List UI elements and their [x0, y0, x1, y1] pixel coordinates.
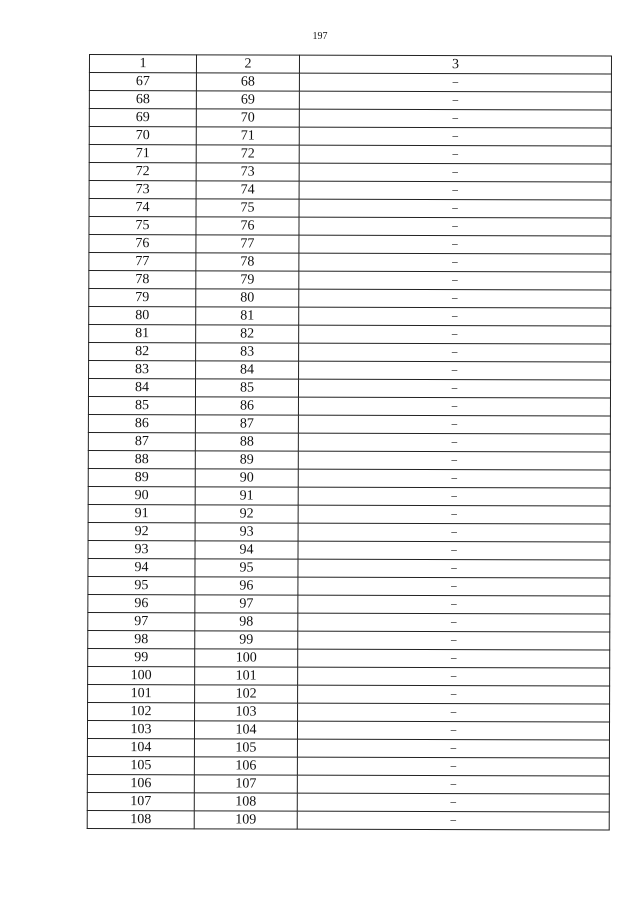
table-cell-col-1: 70	[89, 127, 196, 145]
table-row	[88, 522, 610, 542]
table-row	[88, 684, 610, 704]
table-cell-col-3: –	[297, 793, 609, 812]
table-cell-col-1: 75	[89, 217, 196, 235]
table-cell-col-1: 89	[88, 468, 195, 486]
table-cell-col-3: –	[298, 379, 610, 398]
table-row	[88, 486, 610, 506]
table-cell-col-3: –	[299, 217, 611, 236]
table-row	[89, 235, 611, 255]
table-cell-col-1: 83	[89, 361, 196, 379]
table-row	[87, 810, 609, 830]
table-row	[89, 271, 611, 291]
table-cell-col-1: 72	[89, 163, 196, 181]
table-cell-col-3: –	[298, 595, 610, 614]
table-cell-col-1: 67	[89, 73, 196, 91]
table-row	[88, 666, 610, 686]
table-row	[88, 648, 610, 668]
table-cell-col-2: 95	[195, 559, 298, 577]
table-cell-col-1: 102	[88, 702, 195, 720]
table-row	[89, 343, 611, 363]
table-row	[89, 109, 611, 129]
table-cell-col-2: 100	[195, 649, 298, 667]
table-cell-col-2: 80	[196, 289, 299, 307]
table-cell-col-1: 73	[89, 181, 196, 199]
table-container	[87, 54, 612, 831]
table-cell-col-2: 98	[195, 613, 298, 631]
table-row	[88, 414, 610, 434]
table-cell-col-1: 80	[89, 307, 196, 325]
table-cell-col-2: 88	[195, 433, 298, 451]
table-row	[89, 145, 611, 165]
table-cell-col-3: –	[299, 271, 611, 290]
table-cell-col-3: –	[298, 487, 610, 506]
table-cell-col-1: 86	[88, 414, 195, 432]
table-cell-col-2: 90	[195, 469, 298, 487]
column-header-2: 2	[196, 55, 299, 73]
table-cell-col-2: 78	[196, 253, 299, 271]
table-cell-col-2: 104	[194, 721, 297, 739]
table-cell-col-3: –	[298, 649, 610, 668]
table-cell-col-1: 74	[89, 199, 196, 217]
table-cell-col-2: 76	[196, 217, 299, 235]
table-cell-col-2: 106	[194, 757, 297, 775]
table-row	[89, 91, 611, 111]
table-cell-col-2: 102	[195, 685, 298, 703]
table-cell-col-3: –	[299, 199, 611, 218]
table-cell-col-1: 91	[88, 504, 195, 522]
table-cell-col-3: –	[298, 559, 610, 578]
table-cell-col-3: –	[297, 757, 609, 776]
table-row	[89, 361, 611, 381]
table-cell-col-2: 109	[194, 811, 297, 829]
table-cell-col-1: 97	[88, 612, 195, 630]
table-row	[89, 163, 611, 183]
table-cell-col-1: 100	[88, 666, 195, 684]
table-row	[87, 792, 609, 812]
table-row	[88, 379, 610, 399]
table-cell-col-1: 98	[88, 630, 195, 648]
table-row	[89, 127, 611, 147]
table-row	[89, 253, 611, 273]
table-cell-col-2: 68	[196, 73, 299, 91]
table-cell-col-3: –	[298, 541, 610, 560]
table-cell-col-2: 96	[195, 577, 298, 595]
table-cell-col-2: 103	[195, 703, 298, 721]
table-cell-col-3: –	[297, 739, 609, 758]
page-number: 197	[312, 31, 328, 42]
table-cell-col-2: 70	[196, 109, 299, 127]
table-cell-col-3: –	[299, 73, 611, 92]
table-row	[88, 702, 610, 722]
table-cell-col-3: –	[297, 721, 609, 740]
table-cell-col-1: 84	[88, 379, 195, 397]
table-body	[87, 73, 611, 831]
table-cell-col-3: –	[298, 451, 610, 470]
table-cell-col-1: 68	[89, 91, 196, 109]
table-row	[89, 325, 611, 345]
table-cell-col-2: 83	[196, 343, 299, 361]
table-cell-col-3: –	[298, 667, 610, 686]
table-cell-col-3: –	[299, 109, 611, 128]
table-row	[89, 217, 611, 237]
table-row	[88, 576, 610, 596]
table-cell-col-3: –	[298, 631, 610, 650]
table-row	[88, 630, 610, 650]
table-row	[88, 594, 610, 614]
table-cell-col-2: 77	[196, 235, 299, 253]
table-header-row	[89, 55, 611, 75]
table-cell-col-3: –	[299, 163, 611, 182]
table-cell-col-3: –	[299, 91, 611, 110]
table-cell-col-1: 99	[88, 648, 195, 666]
table-row	[87, 720, 609, 740]
table-row	[89, 307, 611, 327]
table-cell-col-1: 96	[88, 594, 195, 612]
table-cell-col-3: –	[298, 613, 610, 632]
table-cell-col-1: 79	[89, 289, 196, 307]
table-cell-col-2: 74	[196, 181, 299, 199]
table-cell-col-3: –	[299, 253, 611, 272]
table-cell-col-3: –	[297, 811, 609, 830]
table-cell-col-1: 85	[88, 396, 195, 414]
table-cell-col-1: 69	[89, 109, 196, 127]
table-cell-col-1: 81	[89, 325, 196, 343]
table-cell-col-3: –	[299, 181, 611, 200]
table-row	[88, 540, 610, 560]
table-cell-col-1: 101	[88, 684, 195, 702]
column-header-1: 1	[89, 55, 196, 73]
table-cell-col-3: –	[298, 397, 610, 416]
table-cell-col-3: –	[299, 343, 611, 362]
table-cell-col-1: 105	[87, 756, 194, 774]
table-row	[89, 181, 611, 201]
column-header-3: 3	[299, 55, 611, 74]
table-cell-col-1: 92	[88, 522, 195, 540]
table-row	[88, 612, 610, 632]
table-cell-col-3: –	[298, 685, 610, 704]
table-cell-col-1: 108	[87, 810, 194, 828]
table-cell-col-2: 101	[195, 667, 298, 685]
table-cell-col-2: 86	[195, 397, 298, 415]
table-row	[88, 396, 610, 416]
table-cell-col-2: 73	[196, 163, 299, 181]
table-cell-col-2: 99	[195, 631, 298, 649]
table-row	[87, 774, 609, 794]
table-cell-col-2: 81	[196, 307, 299, 325]
table-row	[87, 738, 609, 758]
table-cell-col-3: –	[298, 505, 610, 524]
table-cell-col-1: 76	[89, 235, 196, 253]
table-cell-col-2: 84	[196, 361, 299, 379]
table-cell-col-3: –	[298, 415, 610, 434]
table-cell-col-1: 77	[89, 253, 196, 271]
table-cell-col-2: 97	[195, 595, 298, 613]
table-cell-col-3: –	[299, 325, 611, 344]
table-row	[88, 432, 610, 452]
table-cell-col-1: 107	[87, 792, 194, 810]
table-cell-col-1: 78	[89, 271, 196, 289]
table-cell-col-3: –	[299, 307, 611, 326]
table-cell-col-3: –	[299, 127, 611, 146]
table-row	[88, 558, 610, 578]
table-cell-col-3: –	[298, 469, 610, 488]
table-cell-col-3: –	[299, 235, 611, 254]
table-cell-col-2: 93	[195, 523, 298, 541]
table-row	[88, 504, 610, 524]
table-cell-col-2: 105	[194, 739, 297, 757]
table-cell-col-2: 71	[196, 127, 299, 145]
table-cell-col-2: 108	[194, 793, 297, 811]
table-cell-col-2: 91	[195, 487, 298, 505]
table-cell-col-1: 82	[89, 343, 196, 361]
table-cell-col-2: 94	[195, 541, 298, 559]
table-cell-col-3: –	[298, 703, 610, 722]
table-cell-col-2: 85	[195, 379, 298, 397]
table-cell-col-3: –	[299, 289, 611, 308]
table-row	[88, 450, 610, 470]
table-row	[89, 289, 611, 309]
table-cell-col-1: 103	[87, 720, 194, 738]
table-cell-col-3: –	[298, 523, 610, 542]
table-cell-col-2: 89	[195, 451, 298, 469]
table-cell-col-2: 75	[196, 199, 299, 217]
table-cell-col-3: –	[299, 361, 611, 380]
table-row	[89, 199, 611, 219]
table-cell-col-1: 71	[89, 145, 196, 163]
table-cell-col-3: –	[299, 145, 611, 164]
table-cell-col-2: 87	[195, 415, 298, 433]
table-cell-col-3: –	[297, 775, 609, 794]
table-cell-col-2: 92	[195, 505, 298, 523]
table-cell-col-2: 72	[196, 145, 299, 163]
table-cell-col-1: 87	[88, 432, 195, 450]
table-cell-col-2: 107	[194, 775, 297, 793]
table-cell-col-1: 90	[88, 486, 195, 504]
table-cell-col-2: 82	[196, 325, 299, 343]
table-cell-col-1: 95	[88, 576, 195, 594]
table-row	[88, 468, 610, 488]
table-cell-col-1: 104	[87, 738, 194, 756]
table-cell-col-1: 106	[87, 774, 194, 792]
table-row	[89, 73, 611, 93]
table-cell-col-2: 69	[196, 91, 299, 109]
table-cell-col-1: 88	[88, 450, 195, 468]
table-cell-col-1: 94	[88, 558, 195, 576]
data-table	[87, 54, 612, 831]
table-cell-col-3: –	[298, 433, 610, 452]
table-row	[87, 756, 609, 776]
table-cell-col-3: –	[298, 577, 610, 596]
table-cell-col-2: 79	[196, 271, 299, 289]
table-cell-col-1: 93	[88, 540, 195, 558]
